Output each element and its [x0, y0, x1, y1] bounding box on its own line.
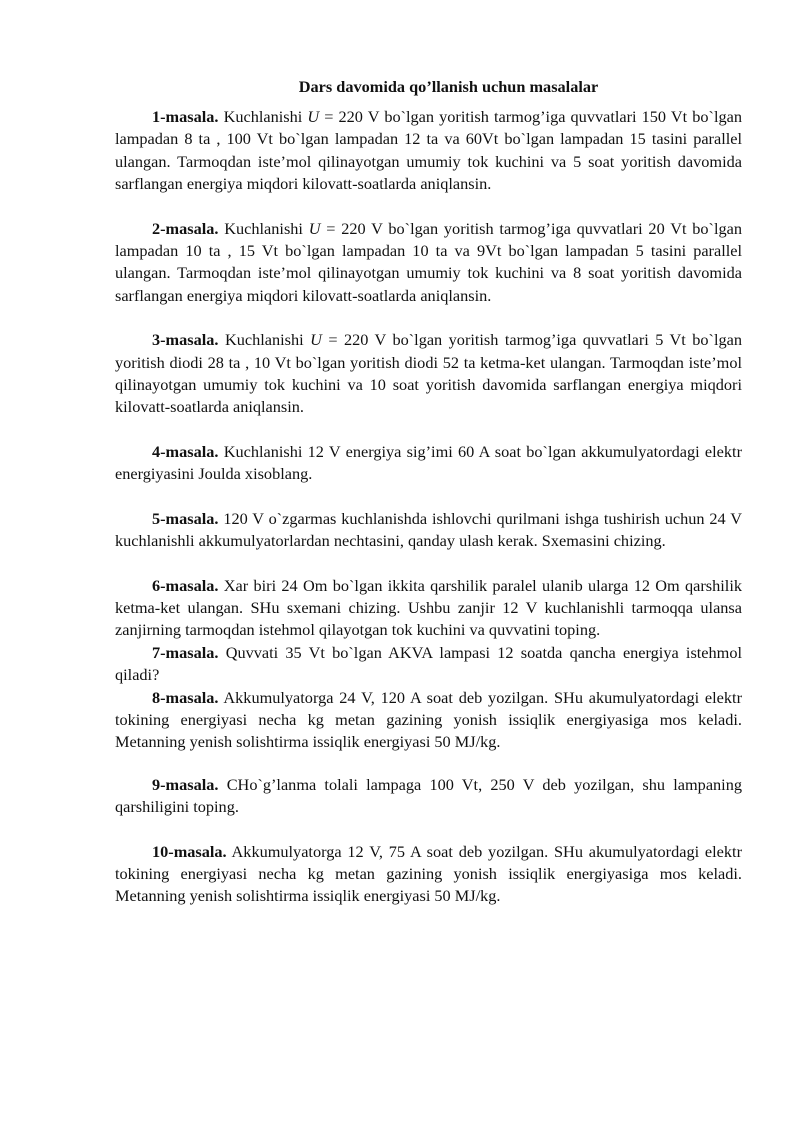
problem-6: [115, 575, 742, 642]
problem-variable: U: [310, 330, 322, 350]
problem-text: Kuchlanishi 12 V energiya sig’imi 60 A soat bo`lgan akkumulyatordagi elektr energiyasini Joulda xisoblang.: [115, 441, 742, 484]
problem-variable: U: [308, 218, 321, 238]
problem-label: 7-masala.: [152, 642, 219, 662]
problem-8: [115, 687, 742, 754]
problem-text: Quvvati 35 Vt bo`lgan AKVA lampasi 12 soatda qancha energiya istehmol qiladi?: [115, 642, 742, 685]
problem-label: 4-masala.: [152, 441, 219, 461]
problem-text: Xar biri 24 Om bo`lgan ikkita qarshilik paralel ulanib ularga 12 Om qarshilik ketma-ket ulangan. SHu sxemani chizing. Ushbu zanjir 12 V kuchlanishli tarmoqqa ulansa zanjirning tarmoqdan istehmol qilayotgan tok kuchini va quvvatini toping.: [115, 575, 742, 640]
problem-3: [115, 329, 742, 419]
problem-text: Akkumulyatorga 12 V, 75 A soat deb yozilgan. SHu akumulyatordagi elektr tokining energiyasi necha kg metan gazining yonish issiqlik energiyasiga mos keladi. Metanning yenish solishtirma issiqlik energiyasi 50 MJ/kg.: [115, 841, 742, 906]
problem-7: [115, 642, 742, 687]
problem-label: 8-masala.: [152, 687, 219, 707]
problem-label: 1-masala.: [152, 107, 219, 126]
problem-label: 10-masala.: [152, 841, 227, 861]
problem-variable: U: [307, 107, 320, 126]
document-title: Dars davomida qo’llanish uchun masalalar: [298, 77, 599, 96]
problem-2: [115, 218, 742, 308]
problem-text: = 220 V bo`lgan yoritish tarmog’iga quvvatlari 5 Vt bo`lgan yoritish diodi 28 ta , 10 Vt bo`lgan yoritish diodi 52 ta ketma-ket ulangan. Tarmoqdan iste’mol qilinayotgan umumiy tok kuchini va 10 soat yoritish davomida sarflangan energiya miqdori kilovatt-soatlarda aniqlansin.: [115, 330, 742, 417]
problem-10: [115, 841, 742, 908]
problem-label: 2-masala.: [152, 218, 219, 238]
problem-label: 9-masala.: [152, 774, 219, 794]
problem-4: [115, 441, 742, 486]
problem-text: 120 V o`zgarmas kuchlanishda ishlovchi qurilmani ishga tushirish uchun 24 V kuchlanishli akkumulyatorlardan nechtasini, qanday ulash kerak. Sxemasini chizing.: [115, 508, 742, 551]
problem-label: 6-masala.: [152, 575, 219, 595]
problem-text: = 220 V bo`lgan yoritish tarmog’iga quvvatlari 150 Vt bo`lgan lampadan 8 ta , 100 Vt bo`lgan lampadan 12 ta va 60Vt bo`lgan lampadan 15 tasini parallel ulangan. Tarmoqdan iste’mol qilinayotgan umumiy tok kuchini va 5 soat yoritish davomida sarflangan energiya miqdori kilovatt-soatlarda aniqlansin.: [115, 107, 742, 194]
problem-text-pre: Kuchlanishi: [218, 218, 309, 238]
problem-label: 5-masala.: [152, 508, 219, 528]
problem-5: [115, 508, 742, 553]
problem-text-pre: Kuchlanishi: [218, 330, 311, 350]
problem-1: [115, 106, 742, 196]
problem-text: CHo`g’lanma tolali lampaga 100 Vt, 250 V deb yozilgan, shu lampaning qarshiligini toping.: [115, 774, 742, 817]
problem-text: = 220 V bo`lgan yoritish tarmog’iga quvvatlari 20 Vt bo`lgan lampadan 10 ta , 15 Vt bo`lgan lampadan 10 ta va 9Vt bo`lgan lampadan 5 tasini parallel ulangan. Tarmoqdan iste’mol qilinayotgan umumiy tok kuchini va 8 soat yoritish davomida sarflangan energiya miqdori kilovatt-soatlarda aniqlansin.: [115, 218, 742, 305]
problem-9: [115, 774, 742, 819]
problem-text: Akkumulyatorga 24 V, 120 A soat deb yozilgan. SHu akumulyatordagi elektr tokining energiyasi necha kg metan gazining yonish issiqlik energiyasiga mos keladi. Metanning yenish solishtirma issiqlik energiyasi 50 MJ/kg.: [115, 687, 742, 752]
problem-text-pre: Kuchlanishi: [218, 107, 308, 126]
problem-label: 3-masala.: [152, 330, 219, 350]
